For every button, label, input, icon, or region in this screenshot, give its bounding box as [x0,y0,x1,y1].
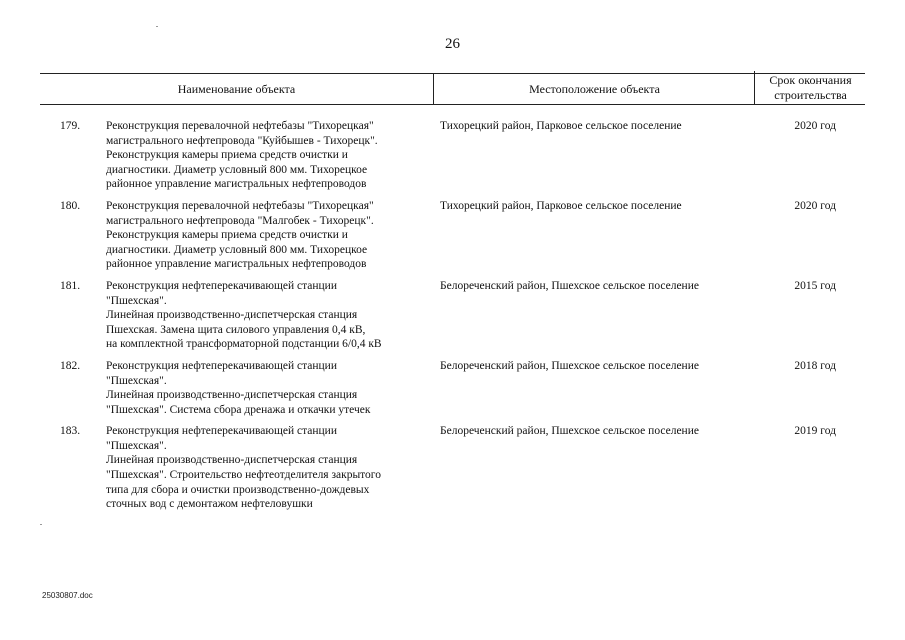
row-number: 181. [60,279,81,292]
row-year: 2020 год [794,120,836,132]
row-location: Белореченский район, Пшехское сельское поселение [440,425,699,438]
row-number: 179. [60,120,81,132]
table-row [40,359,865,417]
row-number: 183. [60,425,81,438]
row-location: Белореченский район, Пшехское сельское поселение [440,279,699,292]
row-location: Тихорецкий район, Парковое сельское поселение [440,120,682,132]
row-object-name: Реконструкция нефтеперекачивающей станции "Пшехская". Линейная производственно-диспетчерская станция "Пшехская". Система сбора дренажа и откачки утечек [106,359,371,416]
row-object-name: Реконструкция перевалочной нефтебазы "Тихорецкая" магистрального нефтепровода "Малгобек - Тихорецк". Реконструкция камеры приема средств очистки и диагностики. Диаметр условный 800 мм. Тихорецкое районное управление магистральных нефтепроводов [106,199,374,271]
row-year: 2019 год [794,425,836,438]
objects-table [40,73,865,512]
row-year: 2015 год [794,279,836,292]
header-name: Наименование объекта [177,81,296,96]
table-row [40,199,865,272]
row-number: 180. [60,199,81,212]
document-filename: 25030807.doc [42,591,93,600]
table-row [40,279,865,352]
scan-speck [40,524,42,525]
row-location: Тихорецкий район, Парковое сельское поселение [440,199,682,212]
table-body [40,119,865,512]
table-row [40,119,865,192]
page-number: 26 [445,36,460,52]
header-year [754,71,866,104]
row-object-name: Реконструкция нефтеперекачивающей станции "Пшехская". Линейная производственно-диспетчерская станция "Пшехская". Строительство нефтеотделителя закрытого типа для сбора и очистки производственно-дождевых сточных вод с демонтажом нефтеловушки [106,425,381,511]
scan-speck [156,26,158,27]
row-number: 182. [60,359,81,372]
row-object-name: Реконструкция перевалочной нефтебазы "Тихорецкая" магистрального нефтепровода "Куйбышев - Тихорецк". Реконструкция камеры приема средств очистки и диагностики. Диаметр условный 800 мм. Тихорецкое районное управление магистральных нефтепроводов [106,120,378,191]
row-location: Белореченский район, Пшехское сельское поселение [440,359,699,372]
row-year: 2020 год [794,199,836,212]
header-location: Местоположение объекта [433,74,755,104]
row-object-name: Реконструкция нефтеперекачивающей станции "Пшехская". Линейная производственно-диспетчерская станция Пшехская. Замена щита силового управления 0,4 кВ, на комплектной трансформаторной подстанции 6/0,4 кВ [106,279,382,351]
header-year-text: Срок окончания строительства [769,72,852,102]
row-year: 2018 год [794,359,836,372]
table-header [40,73,865,105]
table-row [40,424,865,512]
